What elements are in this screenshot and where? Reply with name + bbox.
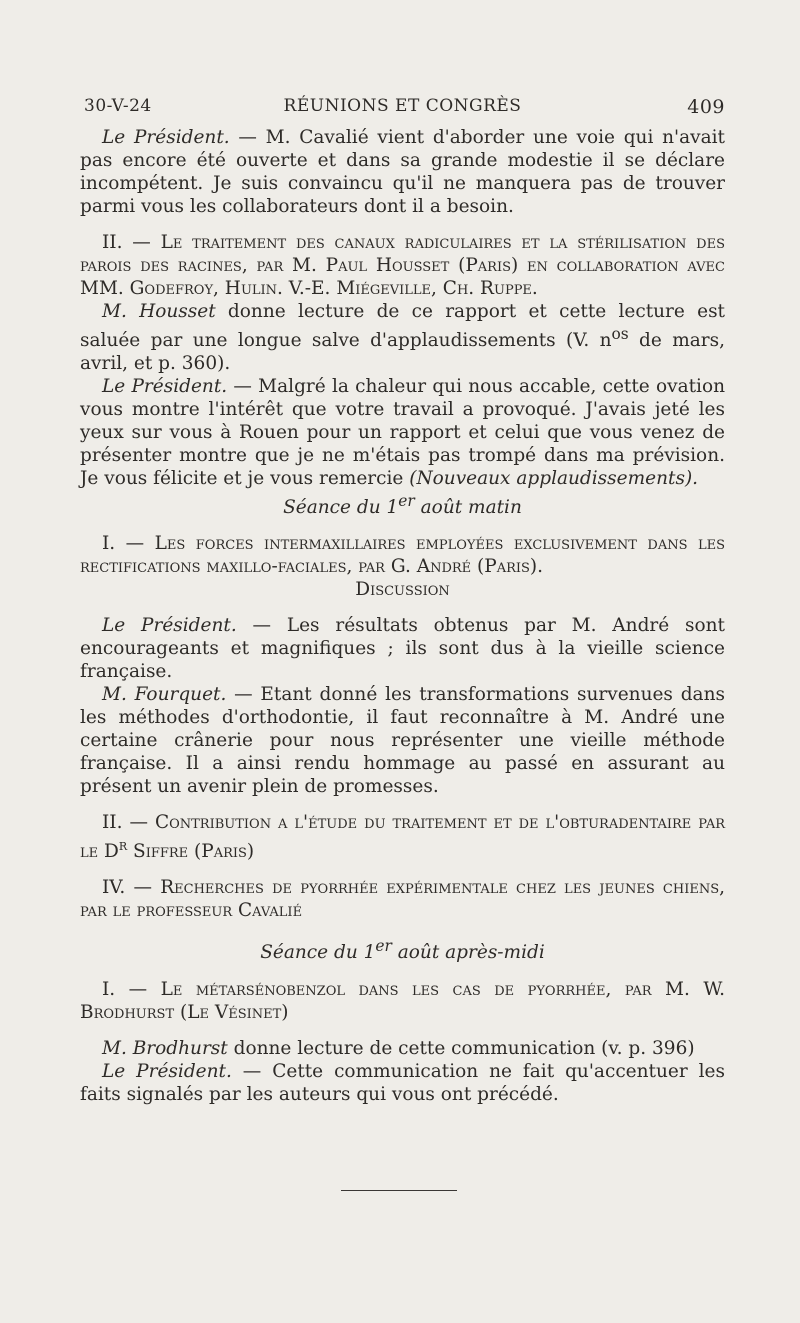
- superscript: er: [375, 937, 392, 956]
- speaker: Le Président.: [102, 1060, 232, 1082]
- superscript: os: [611, 325, 629, 343]
- session-text: Séance du 1: [260, 942, 376, 964]
- session-text: Séance du 1: [283, 497, 399, 519]
- paragraph-housset: [80, 300, 725, 375]
- superscript: r: [118, 836, 128, 855]
- section-heading-andre: I. — Les forces intermaxillaires employées exclusivement dans les rectifications maxillo-faciales, par G. André (Paris).: [80, 533, 725, 578]
- section-heading-brodhurst: I. — Le métarsénobenzol dans les cas de pyorrhée, par M. W. Brodhurst (Le Vésinet): [80, 978, 725, 1023]
- paragraph-text: — M. Cavalié vient d'aborder une voie qui n'avait pas encore été ouverte et dans sa grande modestie il se déclare incompétent. Je suis convaincu qu'il ne manquera pas de trouver parmi vous les collaborateurs dont il a besoin.: [80, 127, 725, 217]
- speaker: M. Fourquet.: [102, 684, 227, 706]
- session-text: août après-midi: [391, 942, 545, 964]
- speaker: M. Housset: [102, 301, 216, 322]
- section-heading-cavalie: IV. — Recherches de pyorrhée expérimentale chez les jeunes chiens, par le professeur Cavalié: [80, 877, 725, 922]
- applause-note: (Nouveaux applaudissements).: [409, 468, 699, 490]
- paragraph-text: — Etant donné les transformations survenues dans les méthodes d'orthodontie, il faut reconnaître à M. André une certaine crânerie pour nous représenter une vieille méthode française. Il a ainsi rendu hommage au passé en assurant au présent un avenir plein de promesses.: [80, 684, 725, 798]
- header-date: 30-V-24: [84, 96, 152, 116]
- page-content: [80, 96, 725, 1106]
- paragraph-text: donne lecture de cette communication (v. p. 396): [227, 1037, 695, 1059]
- paragraph-text: — Cette communication ne fait qu'accentuer les faits signalés par les auteurs qui vous ont précédé.: [80, 1060, 725, 1105]
- paragraph-text: de mars, avril, et p. 360).: [80, 330, 725, 375]
- heading-text: Siffre (Paris): [127, 841, 255, 863]
- speaker: Le Président.: [102, 127, 230, 148]
- paragraph-president-4: [80, 1060, 725, 1106]
- speaker: Le Président.: [102, 615, 237, 637]
- speaker: M. Brodhurst: [102, 1037, 228, 1059]
- end-rule: [341, 1190, 457, 1191]
- page-number: 409: [687, 96, 725, 118]
- paragraph-text: — Malgré la chaleur qui nous accable, cette ovation vous montre l'intérêt que votre travail a provoqué. J'avais jeté les yeux sur vous à Rouen pour un rapport et celui que vous venez de présenter montre que je ne m'étais pas trompé dans ma prévision. Je vous félicite et je vous remercie: [80, 376, 725, 490]
- header-title: RÉUNIONS ET CONGRÈS: [283, 96, 522, 116]
- paragraph-text: — Les résultats obtenus par M. André sont encourageants et magnifiques ; ils sont dus à la vieille science française.: [80, 615, 725, 683]
- paragraph-brodhurst: [80, 1037, 725, 1060]
- session-title-afternoon: [80, 935, 725, 964]
- paragraph-fourquet: [80, 683, 725, 798]
- session-text: août matin: [414, 497, 522, 519]
- heading-text: II. — Contribution a l'étude du traitement et de l'obturadentaire par le D: [80, 812, 725, 863]
- superscript: er: [398, 492, 415, 511]
- session-title-morning: [80, 490, 725, 519]
- discussion-heading: Discussion: [355, 579, 450, 601]
- section-heading-siffre: [80, 811, 725, 863]
- speaker: Le Président.: [102, 376, 228, 398]
- paragraph-president-3: [80, 614, 725, 683]
- paragraph-text: donne lecture de ce rapport et cette lecture est saluée par une longue salve d'applaudissements (V. n: [80, 301, 725, 352]
- section-heading-housset: II. — Le traitement des canaux radiculaires et la stérilisation des parois des racines, par M. Paul Housset (Paris) en collaboration avec MM. Godefroy, Hulin. V.-E. Miégeville, Ch. Ruppe.: [80, 232, 725, 299]
- paragraph-president-1: [80, 126, 725, 218]
- running-header: [80, 96, 725, 126]
- paragraph-president-2: [80, 375, 725, 490]
